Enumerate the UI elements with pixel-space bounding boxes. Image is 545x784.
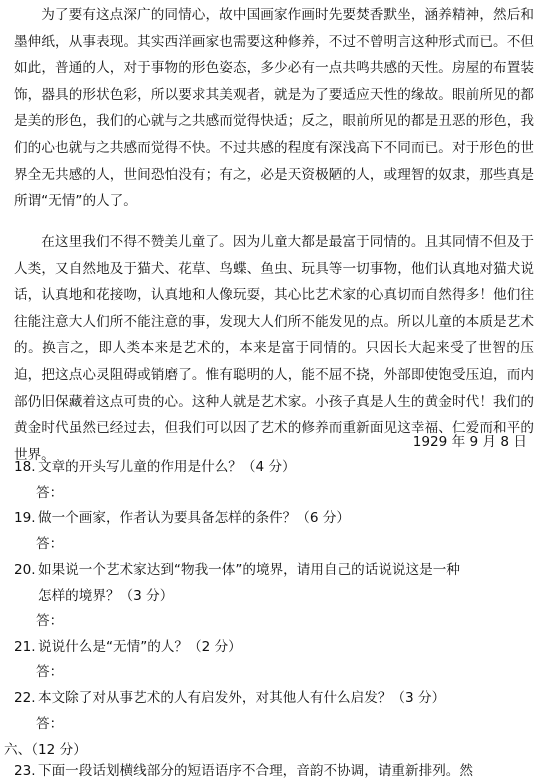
question-number: 18. [14, 459, 36, 475]
question-number: 22. [14, 690, 36, 706]
answer-label-22: 答： [36, 716, 64, 732]
answer-label-20: 答： [36, 613, 64, 629]
question-number: 21. [14, 639, 36, 655]
section-6-title: 六、（12 分） [4, 742, 87, 758]
question-number: 19. [14, 510, 36, 526]
question-text: 做一个画家，作者认为要具备怎样的条件？（6 分） [38, 510, 351, 526]
passage-paragraph-2: 在这里我们不得不赞美儿童了。因为儿童大都是最富于同情的。且其同情不但及于人类，又自然地及于猫犬、花草、鸟蝶、鱼虫、玩具等一切事物，他们认真地对猫犬说话，认真地和花接吻，认真地和人像玩耍，其心比艺术家的心真切而自然得多！他们往往能注意大人们所不能注意的事，发现大人们所不能发见的点。所以儿童的本质是艺术的。换言之，即人类本来是艺术的，本来是富于同情的。只因长大起来受了世智的压迫，把这点心灵阻碍或销磨了。惟有聪明的人，能不屈不挠，外部即使饱受压迫，而内部仍旧保藏着这点可贵的心。这种人就是艺术家。小孩子真是人生的黄金时代！我们的黄金时代虽然已经过去，但我们可以因了艺术的修养而重新面见这幸福、仁爱而和平的世界。 [14, 234, 534, 463]
question-20 [14, 557, 534, 609]
question-text: 如果说一个艺术家达到“物我一体”的境界，请用自己的话说说这是一种 [38, 562, 460, 578]
question-18 [14, 454, 534, 480]
question-19 [14, 505, 534, 531]
question-text: 本文除了对从事艺术的人有启发外，对其他人有什么启发？（3 分） [38, 690, 446, 706]
question-number: 20. [14, 562, 36, 578]
passage-paragraph-1: 为了要有这点深广的同情心，故中国画家作画时先要焚香默坐，涵养精神，然后和墨伸纸，从事表现。其实西洋画家也需要这种修养，不过不曾明言这种形式而已。不但如此，普通的人，对于事物的形色姿态，多少必有一点共鸣共感的天性。房屋的布置装饰，器具的形状色彩，所以要求其美观者，就是为了要适应天性的缘故。眼前所见的都是美的形色，我们的心就与之共感而觉得快适；反之，眼前所见的都是丑恶的形色，我们的心也就与之共感而觉得不快。不过共感的程度有深浅高下不同而已。对于形色的世界全无共感的人，世间恐怕没有；有之，必是天资极陋的人，或理智的奴隶，那些真是所谓“无情”的人了。 [14, 7, 534, 210]
answer-label-21: 答： [36, 664, 64, 680]
question-21 [14, 634, 534, 660]
question-text: 说说什么是“无情”的人？（2 分） [38, 639, 242, 655]
answer-label-19: 答： [36, 536, 64, 552]
question-text-continued: 怎样的境界？（3 分） [38, 588, 174, 604]
question-text: 文章的开头写儿童的作用是什么？（4 分） [38, 459, 296, 475]
passage-date: 1929 年 9 月 8 日 [412, 434, 527, 450]
question-23 [14, 758, 534, 784]
answer-label-18: 答： [36, 485, 64, 501]
question-22 [14, 685, 534, 711]
question-text: 下面一段话划横线部分的短语语序不合理，音韵不协调，请重新排列。然 [38, 763, 473, 779]
question-number: 23. [14, 763, 36, 779]
